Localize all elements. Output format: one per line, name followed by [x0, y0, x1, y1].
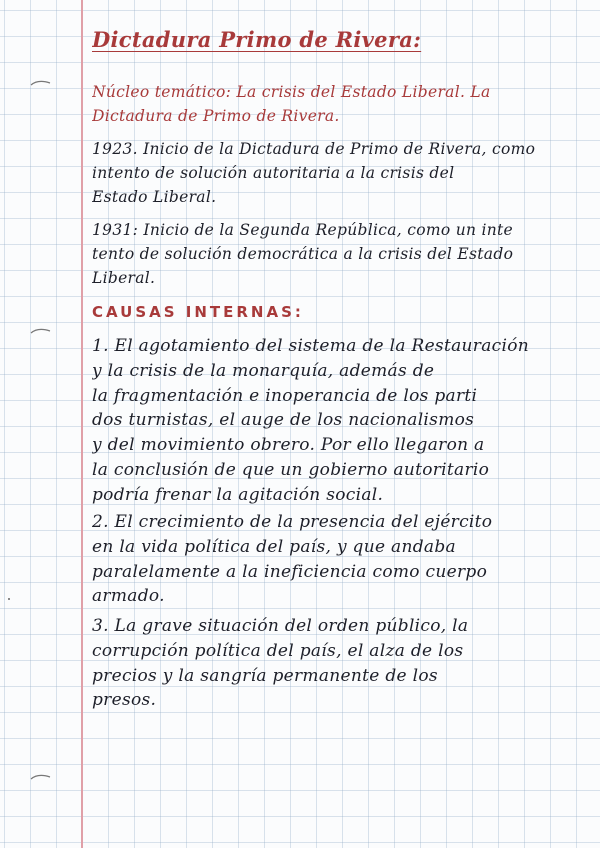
text-line: 2. El crecimiento de la presencia del ejército: [92, 512, 493, 532]
text-line: presos.: [92, 690, 157, 711]
causa-3: [92, 614, 596, 713]
text-line: Dictadura de Primo de Rivera.: [92, 107, 340, 125]
text-line: intento de solución autoritaria a la crisis del: [92, 164, 455, 182]
entry-1931: [92, 218, 596, 290]
ink-speck: [8, 598, 10, 600]
text-line: Núcleo temático: La crisis del Estado Liberal. La: [92, 83, 491, 101]
causa-1: [92, 334, 596, 508]
text-line: armado.: [92, 586, 165, 607]
text-line: podría frenar la agitación social.: [92, 484, 384, 505]
text-line: 3. La grave situación del orden público, la: [92, 616, 469, 636]
text-line: la conclusión de que un gobierno autoritario: [92, 459, 490, 480]
nucleo-tematico: [92, 80, 596, 128]
text-line: precios y la sangría permanente de los: [92, 665, 438, 686]
text-line: la fragmentación e inoperancia de los parti: [92, 385, 478, 406]
causa-2: [92, 510, 596, 609]
text-line: corrupción política del país, el alza de los: [92, 640, 464, 661]
punch-hole-mark: [30, 78, 52, 88]
text-line: paralelamente a la ineficiencia como cuerpo: [92, 561, 488, 582]
text-line: y del movimiento obrero. Por ello llegaron a: [92, 435, 485, 456]
text-line: en la vida política del país, y que andaba: [92, 536, 456, 557]
page-title: Dictadura Primo de Rivera:: [92, 28, 422, 52]
text-line: Estado Liberal.: [92, 188, 217, 206]
text-line: 1923. Inicio de la Dictadura de Primo de Rivera, como: [92, 140, 536, 158]
text-line: 1931: Inicio de la Segunda República, como un inte: [92, 221, 514, 239]
text-line: tento de solución democrática a la crisis del Estado: [92, 245, 514, 263]
text-line: y la crisis de la monarquía, además de: [92, 360, 435, 381]
text-line: dos turnistas, el auge de los nacionalismos: [92, 410, 475, 431]
text-line: Liberal.: [92, 269, 156, 287]
causas-heading: CAUSAS INTERNAS:: [92, 303, 304, 321]
entry-1923: [92, 137, 596, 209]
punch-hole-mark: [30, 772, 52, 782]
punch-hole-mark: [30, 326, 52, 336]
text-line: 1. El agotamiento del sistema de la Restauración: [92, 336, 529, 356]
